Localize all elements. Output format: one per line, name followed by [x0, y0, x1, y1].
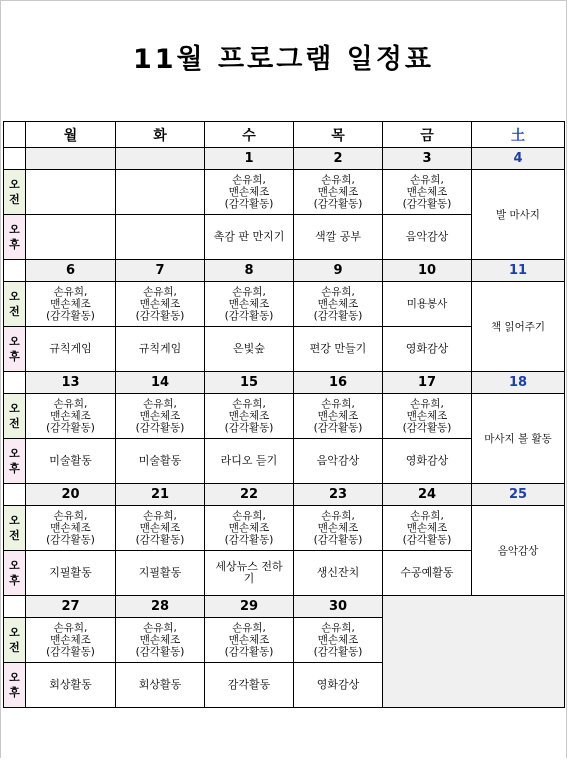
- weekday-sat: 土: [472, 122, 565, 148]
- am-activity-cell: [26, 394, 116, 439]
- pm-activity-cell: 영화감상: [383, 439, 472, 484]
- cell-text-line: 손유희,: [53, 622, 88, 634]
- cell-text-line: (감각활동): [135, 310, 185, 322]
- pm-activity-cell: 미술활동: [116, 439, 205, 484]
- cell-text-line: (감각활동): [402, 198, 452, 210]
- cell-text-line: (감각활동): [224, 646, 274, 658]
- cell-text-line: 세상뉴스 전하: [215, 560, 283, 573]
- pm-activity-cell: [205, 551, 294, 596]
- cell-text-line: (감각활동): [313, 310, 363, 322]
- date-cell: [116, 148, 205, 170]
- cell-text-line: (감각활동): [402, 422, 452, 434]
- am-label: [4, 282, 26, 327]
- label-char: 오: [9, 402, 20, 415]
- pm-activity-cell: 은빛숲: [205, 327, 294, 372]
- cell-text-line: (감각활동): [46, 646, 95, 658]
- cell-text-line: 맨손체조: [139, 522, 181, 534]
- cell-text-line: 손유희,: [321, 510, 355, 522]
- date-row: [4, 260, 565, 282]
- cell-text-line: (감각활동): [313, 422, 363, 434]
- am-activity-cell: [116, 394, 205, 439]
- date-cell: 29: [205, 596, 294, 618]
- am-activity-cell: [294, 170, 383, 215]
- am-activity-cell: [205, 170, 294, 215]
- label-char: 오: [9, 447, 20, 460]
- cell-text-line: (감각활동): [46, 422, 95, 434]
- pm-activity-cell: 촉감 판 만지기: [205, 215, 294, 260]
- label-char: 오: [9, 559, 20, 572]
- label-char: 오: [9, 223, 20, 236]
- cell-text-line: 손유희,: [143, 622, 177, 634]
- pm-activity-cell: 음악감상: [294, 439, 383, 484]
- am-label: [4, 170, 26, 215]
- am-activity-cell: [116, 618, 205, 663]
- cell-text-line: (감각활동): [135, 422, 185, 434]
- cell-text-line: 맨손체조: [228, 298, 270, 310]
- label-char: 오: [9, 671, 20, 684]
- page-title: 11월 프로그램 일정표: [132, 44, 435, 75]
- cell-text-line: 손유희,: [410, 398, 444, 410]
- pm-label: [4, 215, 26, 260]
- pm-activity-cell: 라디오 듣기: [205, 439, 294, 484]
- cell-text-line: (감각활동): [224, 310, 274, 322]
- cell-text-line: 맨손체조: [317, 410, 359, 422]
- weekday-mon: 월: [26, 122, 116, 148]
- weekday-tue: 화: [116, 122, 205, 148]
- pm-activity-cell: 수공예활동: [383, 551, 472, 596]
- am-label: [4, 506, 26, 551]
- am-activity-cell: [294, 282, 383, 327]
- pm-activity-cell: 규칙게임: [116, 327, 205, 372]
- weekday-thu: 목: [294, 122, 383, 148]
- cell-text-line: (감각활동): [224, 422, 274, 434]
- am-activity-cell: [26, 618, 116, 663]
- cell-text-line: 손유희,: [53, 286, 88, 298]
- cell-text-line: 손유희,: [143, 510, 177, 522]
- cell-text-line: 손유희,: [321, 398, 355, 410]
- am-activity-cell: [205, 506, 294, 551]
- cell-text-line: 맨손체조: [139, 410, 181, 422]
- cell-text-line: 맨손체조: [317, 298, 359, 310]
- pm-activity-cell: 영화감상: [294, 663, 383, 708]
- am-activity-cell: [383, 506, 472, 551]
- am-row: [4, 282, 565, 327]
- cell-text-line: (감각활동): [402, 534, 452, 546]
- date-cell: 24: [383, 484, 472, 506]
- date-row: [4, 372, 565, 394]
- label-char: 전: [9, 305, 20, 318]
- am-activity-cell: [26, 506, 116, 551]
- pm-activity-cell: 규칙게임: [26, 327, 116, 372]
- date-cell: 3: [383, 148, 472, 170]
- date-cell: 22: [205, 484, 294, 506]
- cell-text-line: 손유희,: [232, 286, 266, 298]
- pm-activity-cell: 지필활동: [26, 551, 116, 596]
- label-char: 전: [9, 417, 20, 430]
- date-cell: 6: [26, 260, 116, 282]
- cell-text-line: 맨손체조: [139, 634, 181, 646]
- pm-activity-cell: 음악감상: [383, 215, 472, 260]
- date-cell: 7: [116, 260, 205, 282]
- date-cell: 23: [294, 484, 383, 506]
- cell-text-line: 맨손체조: [317, 522, 359, 534]
- date-cell: 14: [116, 372, 205, 394]
- cell-text-line: 손유희,: [321, 286, 355, 298]
- cell-text-line: (감각활동): [135, 534, 185, 546]
- cell-text-line: 손유희,: [143, 398, 177, 410]
- cell-text-line: 손유희,: [232, 622, 266, 634]
- pm-activity-cell: 영화감상: [383, 327, 472, 372]
- cell-text-line: (감각활동): [224, 198, 274, 210]
- cell-text-line: 맨손체조: [50, 410, 91, 422]
- am-activity-cell: [294, 394, 383, 439]
- cell-text-line: 손유희,: [410, 174, 444, 186]
- date-row-corner: [4, 260, 26, 282]
- am-activity-cell: [116, 282, 205, 327]
- date-row: [4, 596, 565, 618]
- date-cell: 20: [26, 484, 116, 506]
- pm-label: [4, 551, 26, 596]
- am-row: [4, 170, 565, 215]
- label-char: 후: [9, 686, 20, 699]
- date-cell: 1: [205, 148, 294, 170]
- date-cell: 8: [205, 260, 294, 282]
- date-cell: 30: [294, 596, 383, 618]
- date-row-corner: [4, 484, 26, 506]
- pm-activity-cell: 감각활동: [205, 663, 294, 708]
- saturday-activity-cell: 음악감상: [472, 506, 565, 596]
- pm-activity-cell: 색깔 공부: [294, 215, 383, 260]
- date-cell: 11: [472, 260, 565, 282]
- pm-activity-cell: 회상활동: [26, 663, 116, 708]
- cell-text-line: 맨손체조: [228, 186, 270, 198]
- am-activity-cell: [116, 506, 205, 551]
- label-char: 오: [9, 335, 20, 348]
- am-row: [4, 506, 565, 551]
- date-row-corner: [4, 596, 26, 618]
- cell-text-line: 맨손체조: [50, 298, 91, 310]
- am-activity-cell: [294, 618, 383, 663]
- cell-text-line: 맨손체조: [50, 634, 91, 646]
- cell-text-line: 맨손체조: [317, 634, 359, 646]
- cell-text-line: 손유희,: [321, 622, 355, 634]
- weekday-wed: 수: [205, 122, 294, 148]
- pm-activity-cell: [26, 215, 116, 260]
- cell-text-line: 맨손체조: [228, 634, 270, 646]
- pm-activity-cell: 회상활동: [116, 663, 205, 708]
- date-cell: 10: [383, 260, 472, 282]
- schedule-table: [3, 121, 565, 708]
- am-activity-cell: [26, 170, 116, 215]
- cell-text-line: 손유희,: [321, 174, 355, 186]
- am-activity-cell: [205, 618, 294, 663]
- cell-text-line: 손유희,: [232, 510, 266, 522]
- label-char: 오: [9, 178, 20, 191]
- date-cell: 17: [383, 372, 472, 394]
- date-cell: 9: [294, 260, 383, 282]
- cell-text-line: (감각활동): [135, 646, 185, 658]
- label-char: 후: [9, 350, 20, 363]
- cell-text-line: 맨손체조: [228, 522, 270, 534]
- pm-activity-cell: 지필활동: [116, 551, 205, 596]
- cell-text-line: 손유희,: [53, 510, 88, 522]
- cell-text-line: 맨손체조: [317, 186, 359, 198]
- label-char: 후: [9, 574, 20, 587]
- saturday-activity-cell: 발 마사지: [472, 170, 565, 260]
- label-char: 오: [9, 514, 20, 527]
- label-char: 전: [9, 529, 20, 542]
- cell-text-line: 손유희,: [232, 398, 266, 410]
- pm-label: [4, 439, 26, 484]
- am-activity-cell: [205, 394, 294, 439]
- label-char: 후: [9, 238, 20, 251]
- date-cell: 27: [26, 596, 116, 618]
- label-char: 전: [9, 641, 20, 654]
- am-activity-cell: [383, 170, 472, 215]
- am-activity-cell: [383, 394, 472, 439]
- date-cell: 13: [26, 372, 116, 394]
- am-activity-cell: [116, 170, 205, 215]
- pm-activity-cell: 생신잔치: [294, 551, 383, 596]
- cell-text-line: (감각활동): [313, 534, 363, 546]
- pm-label: [4, 663, 26, 708]
- cell-text-line: 맨손체조: [139, 298, 181, 310]
- saturday-activity-cell: 책 읽어주기: [472, 282, 565, 372]
- pm-label: [4, 327, 26, 372]
- pm-activity-cell: 편강 만들기: [294, 327, 383, 372]
- pm-activity-cell: 미술활동: [26, 439, 116, 484]
- date-cell: 16: [294, 372, 383, 394]
- am-activity-cell: 미용봉사: [383, 282, 472, 327]
- label-char: 오: [9, 626, 20, 639]
- am-activity-cell: [205, 282, 294, 327]
- cell-text-line: (감각활동): [46, 534, 95, 546]
- date-cell: 28: [116, 596, 205, 618]
- cell-text-line: 맨손체조: [406, 410, 448, 422]
- empty-area: [383, 596, 565, 708]
- am-activity-cell: [26, 282, 116, 327]
- date-cell: 18: [472, 372, 565, 394]
- cell-text-line: 기: [243, 572, 255, 585]
- am-label: [4, 618, 26, 663]
- date-cell: 25: [472, 484, 565, 506]
- date-cell: 15: [205, 372, 294, 394]
- am-row: [4, 394, 565, 439]
- date-row: [4, 484, 565, 506]
- cell-text-line: 손유희,: [410, 510, 444, 522]
- date-row-corner: [4, 148, 26, 170]
- date-cell: 2: [294, 148, 383, 170]
- cell-text-line: (감각활동): [46, 310, 95, 322]
- label-char: 후: [9, 462, 20, 475]
- cell-text-line: 손유희,: [53, 398, 88, 410]
- header-corner: [4, 122, 26, 148]
- date-row-corner: [4, 372, 26, 394]
- am-activity-cell: [294, 506, 383, 551]
- pm-activity-cell: [116, 215, 205, 260]
- cell-text-line: 손유희,: [232, 174, 266, 186]
- weekday-header-row: [4, 122, 565, 148]
- cell-text-line: (감각활동): [224, 534, 274, 546]
- label-char: 전: [9, 193, 20, 206]
- date-row: [4, 148, 565, 170]
- cell-text-line: 손유희,: [143, 286, 177, 298]
- cell-text-line: (감각활동): [313, 198, 363, 210]
- saturday-activity-cell: 마사지 볼 활동: [472, 394, 565, 484]
- cell-text-line: 맨손체조: [50, 522, 91, 534]
- am-label: [4, 394, 26, 439]
- cell-text-line: 맨손체조: [406, 186, 448, 198]
- cell-text-line: (감각활동): [313, 646, 363, 658]
- date-cell: [26, 148, 116, 170]
- label-char: 오: [9, 290, 20, 303]
- weekday-fri: 금: [383, 122, 472, 148]
- date-cell: 21: [116, 484, 205, 506]
- date-cell: 4: [472, 148, 565, 170]
- cell-text-line: 맨손체조: [406, 522, 448, 534]
- cell-text-line: 맨손체조: [228, 410, 270, 422]
